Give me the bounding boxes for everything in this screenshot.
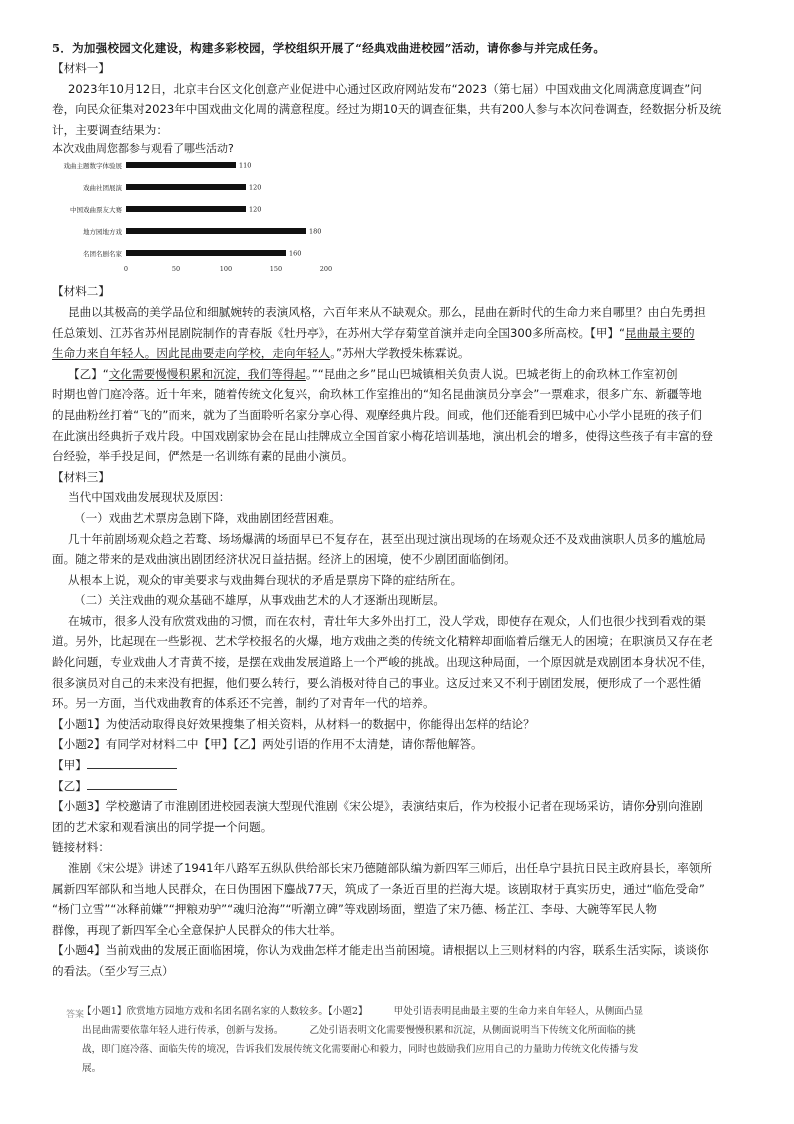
category-label: 名团名剧名家	[83, 250, 122, 259]
q3-text-a: 【小题3】学校邀请了市淮剧团进校园表演大型现代淮剧《宋公堤》，表演结束后，作为校报小记者在现场采访，请你	[52, 799, 645, 814]
q3-text-c: 团的艺术家和观看演出的同学提	[52, 819, 215, 834]
material2-p2-line-1-text: 。”“昆曲之乡”昆山巴城镇相关负责人说。巴城老街上的俞玖林工作室初创	[305, 366, 678, 381]
material3-s2-line-4: 很多演员对自己的未来没有把握，他们要么转行，要么消极对待自己的事业。这反过来又不利于剧团发展，便形成了一个恶性循	[52, 675, 702, 690]
bar	[126, 250, 286, 256]
quote-jia-part-2: 生命力来自年轻人。因此昆曲要走向学校，走向年轻人	[52, 346, 331, 361]
material2-heading: 【材料二】	[52, 284, 110, 299]
material2-p1-line-2-text: 任总策划、江苏省苏州昆剧院制作的青春版《牡丹亭》，在苏州大学存菊堂首演并走向全国300多所高校。【甲】“	[52, 325, 626, 340]
x-tick-label: 50	[171, 265, 181, 274]
answer-line-1a: 【小题1】欣赏地方园地方戏和名团名剧名家的人数较多。【小题2】	[82, 1006, 368, 1017]
bar-chart	[48, 157, 348, 281]
yi-label: 【乙】	[52, 778, 87, 793]
jia-label: 【甲】	[52, 758, 87, 773]
material2-p1-line-3-text: 。”苏州大学教授朱栋霖说。	[330, 346, 470, 361]
bar	[126, 162, 236, 168]
material2-p1-line-1: 昆曲以其极高的美学品位和细腻婉转的表演风格，六百年来从不缺观众。那么，昆曲在新时代的生命力来自哪里？由白先勇担	[68, 304, 706, 319]
material1-line-3: 计，主要调查结果为：	[52, 122, 168, 137]
material3-s1-line-3: 从根本上说，观众的审美要求与戏曲舞台现状的矛盾是票房下降的症结所在。	[68, 572, 463, 587]
bar-chart-svg	[48, 157, 348, 281]
material3-section2-title: （二）关注戏曲的观众基础不雄厚，从事戏曲艺术的人才逐渐出现断层。	[74, 593, 446, 608]
subquestion-4-line-1: 【小题4】当前戏曲的发展正面临困境，你认为戏曲怎样才能走出当前困境。请根据以上三则材料的内容，联系生活实际，谈谈你	[52, 943, 709, 958]
answer-label: 答案	[66, 1010, 85, 1020]
answer-line-2b: 乙处引语表明文化需要慢慢积累和沉淀，从侧面说明当下传统文化所面临的挑	[309, 1025, 636, 1036]
link-line-2: 属新四军部队和当地人民群众，在日伪围困下鏖战77天，筑成了一条近百里的拦海大堤。该剧取材于真实历史，通过“临危受命”	[52, 881, 705, 896]
material3-intro: 当代中国戏曲发展现状及原因：	[68, 490, 231, 505]
bar-value-label: 110	[239, 161, 252, 170]
q3-text-b: 别向淮剧	[656, 799, 703, 814]
material3-s2-line-1: 在城市，很多人没有欣赏戏曲的习惯，而在农村，青壮年大多外出打工，没人学戏，即使存在观众，人们也很少找到看戏的渠	[68, 613, 706, 628]
worksheet-page	[52, 38, 742, 982]
category-label: 中国戏曲票友大赛	[70, 206, 122, 215]
answer-line-2a: 出昆曲需要依靠年轻人进行传承，创新与发扬。	[82, 1025, 284, 1036]
x-tick-label: 100	[219, 265, 233, 274]
link-line-3: “杨门立雪”“冰释前嫌”“押粮劝驴”“魂归沧海”“听潮立碑”等戏剧场面，塑造了宋乃德、杨芷江、李母、大碗等军民人物	[52, 902, 657, 917]
answer-row-jia	[52, 755, 742, 776]
material1-line-1: 2023年10月12日，北京丰台区文化创意产业促进中心通过区政府网站发布“2023（第七届）中国戏曲文化周满意度调查”问	[68, 81, 702, 96]
subquestion-1: 【小题1】为使活动取得良好效果搜集了相关资料，从材料一的数据中，你能得出怎样的结论？	[52, 716, 535, 731]
bar-value-label: 120	[249, 183, 262, 192]
subquestion-2: 【小题2】有同学对材料二中【甲】【乙】两处引语的作用不太清楚，请你帮他解答。	[52, 737, 483, 752]
answer-line-1	[82, 1002, 732, 1021]
bar	[126, 206, 246, 212]
material3-s2-line-3: 龄化问题，专业戏曲人才青黄不接，是摆在戏曲发展道路上一个严峻的挑战。出现这种局面，一个原因就是戏剧团本身状况不佳，	[52, 655, 713, 670]
material3-s2-line-5: 环。另一方面，当代戏曲教育的体系还不完善，制约了对青年一代的培养。	[52, 696, 435, 711]
answer-line-4: 展。	[82, 1063, 102, 1074]
q3-emphasis-yi: 一	[214, 819, 226, 834]
subquestion-3-line-2	[52, 817, 742, 838]
material2-p2-line-2: 时期也曾门庭冷落。近十年来，随着传统文化复兴，俞玖林工作室推出的“知名昆曲演员分享会”一票难求，很多广东、新疆等地	[52, 387, 702, 402]
material3-s1-line-2: 面。随之带来的是戏曲演出剧团经济状况日益拮据。经济上的困境，使不少剧团面临倒闭。	[52, 552, 516, 567]
material1-heading: 【材料一】	[52, 61, 110, 75]
material2-p2-line-4: 在此演出经典折子戏片段。中国戏剧家协会在昆山挂牌成立全国首家小梅花培训基地，演出机会的增多，使得这些孩子有丰富的登	[52, 428, 713, 443]
material2-p1-line-3	[52, 343, 742, 364]
material3-s2-line-2: 道。另外，比起现在一些影视、艺术学校报名的火爆，地方戏曲之类的传统文化精粹却面临着后继无人的困境；在职演员又存在老	[52, 634, 713, 649]
bar-value-label: 160	[289, 249, 302, 258]
bar-value-label: 180	[309, 227, 322, 236]
material2-p1-line-2	[52, 323, 742, 344]
x-tick-label: 150	[269, 265, 283, 274]
answer-line-2	[82, 1021, 732, 1040]
category-label: 戏曲社团展演	[83, 184, 122, 193]
bar-value-label: 120	[249, 205, 262, 214]
bar	[126, 184, 246, 190]
material2-p2-line-3: 的昆曲粉丝打着“飞的”而来，就为了当面聆听名家分享心得、观摩经典片段。间或，他们还能看到巴城中心小学小昆班的孩子们	[52, 407, 702, 422]
quote-jia-part-1: 昆曲最主要的	[625, 325, 695, 340]
link-line-4: 群像，再现了新四军全心全意保护人民群众的伟大壮举。	[52, 922, 342, 937]
x-tick-label: 200	[319, 265, 333, 274]
material1-line-2: 卷，向民众征集对2023年中国戏曲文化周的满意程度。经过为期10天的调查征集，共有200人参与本次问卷调查，经数据分析及统	[52, 102, 722, 117]
subquestion-3-line-1	[52, 796, 742, 817]
yi-answer-blank[interactable]	[87, 777, 177, 790]
material3-section1-title: （一）戏曲艺术票房急剧下降，戏曲剧团经营困难。	[74, 510, 341, 525]
link-line-1: 淮剧《宋公堤》讲述了1941年八路军五纵队供给部长宋乃德随部队编为新四军三师后，出任阜宁县抗日民主政府县长，率领所	[68, 861, 712, 875]
material2-p2-line-5: 台经验，举手投足间，俨然是一名训练有素的昆曲小演员。	[52, 449, 354, 464]
answer-row-yi	[52, 776, 742, 797]
x-tick-label: 0	[123, 265, 129, 274]
answer-line-3: 战，即门庭冷落、面临失传的境况，告诉我们发展传统文化需要耐心和毅力，同时也鼓励我们应用自己的力量助力传统文化传播与发	[82, 1044, 639, 1055]
material2-p2-line-1	[52, 364, 742, 385]
q3-emphasis-fen: 分	[644, 799, 657, 814]
question-title: 5．为加强校园文化建设，构建多彩校园，学校组织开展了“经典戏曲进校园”活动，请你参与并完成任务。	[52, 41, 606, 55]
category-label: 戏曲主题数字体验展	[63, 162, 122, 171]
chart-title: 本次戏曲周您都参与观看了哪些活动?	[52, 142, 234, 156]
answer-block	[82, 1002, 732, 1078]
bar	[126, 228, 306, 234]
jia-answer-blank[interactable]	[87, 756, 177, 769]
subquestion-4-line-2: 的看法。（至少写三点）	[52, 963, 174, 978]
yi-marker: 【乙】“	[68, 366, 109, 381]
material3-heading: 【材料三】	[52, 469, 110, 484]
quote-yi: 文化需要慢慢积累和沉淀，我们等得起	[108, 366, 306, 381]
answer-line-1b: 甲处引语表明昆曲最主要的生命力来自年轻人，从侧面凸显	[393, 1006, 644, 1017]
category-label: 地方园地方戏	[83, 228, 122, 237]
link-material-heading: 链接材料：	[52, 840, 110, 855]
q3-text-d: 个问题。	[225, 819, 273, 834]
material3-s1-line-1: 几十年前剧场观众趋之若鹜、场场爆满的场面早已不复存在，甚至出现过演出现场的在场观众还不及戏曲演职人员多的尴尬局	[68, 531, 706, 546]
